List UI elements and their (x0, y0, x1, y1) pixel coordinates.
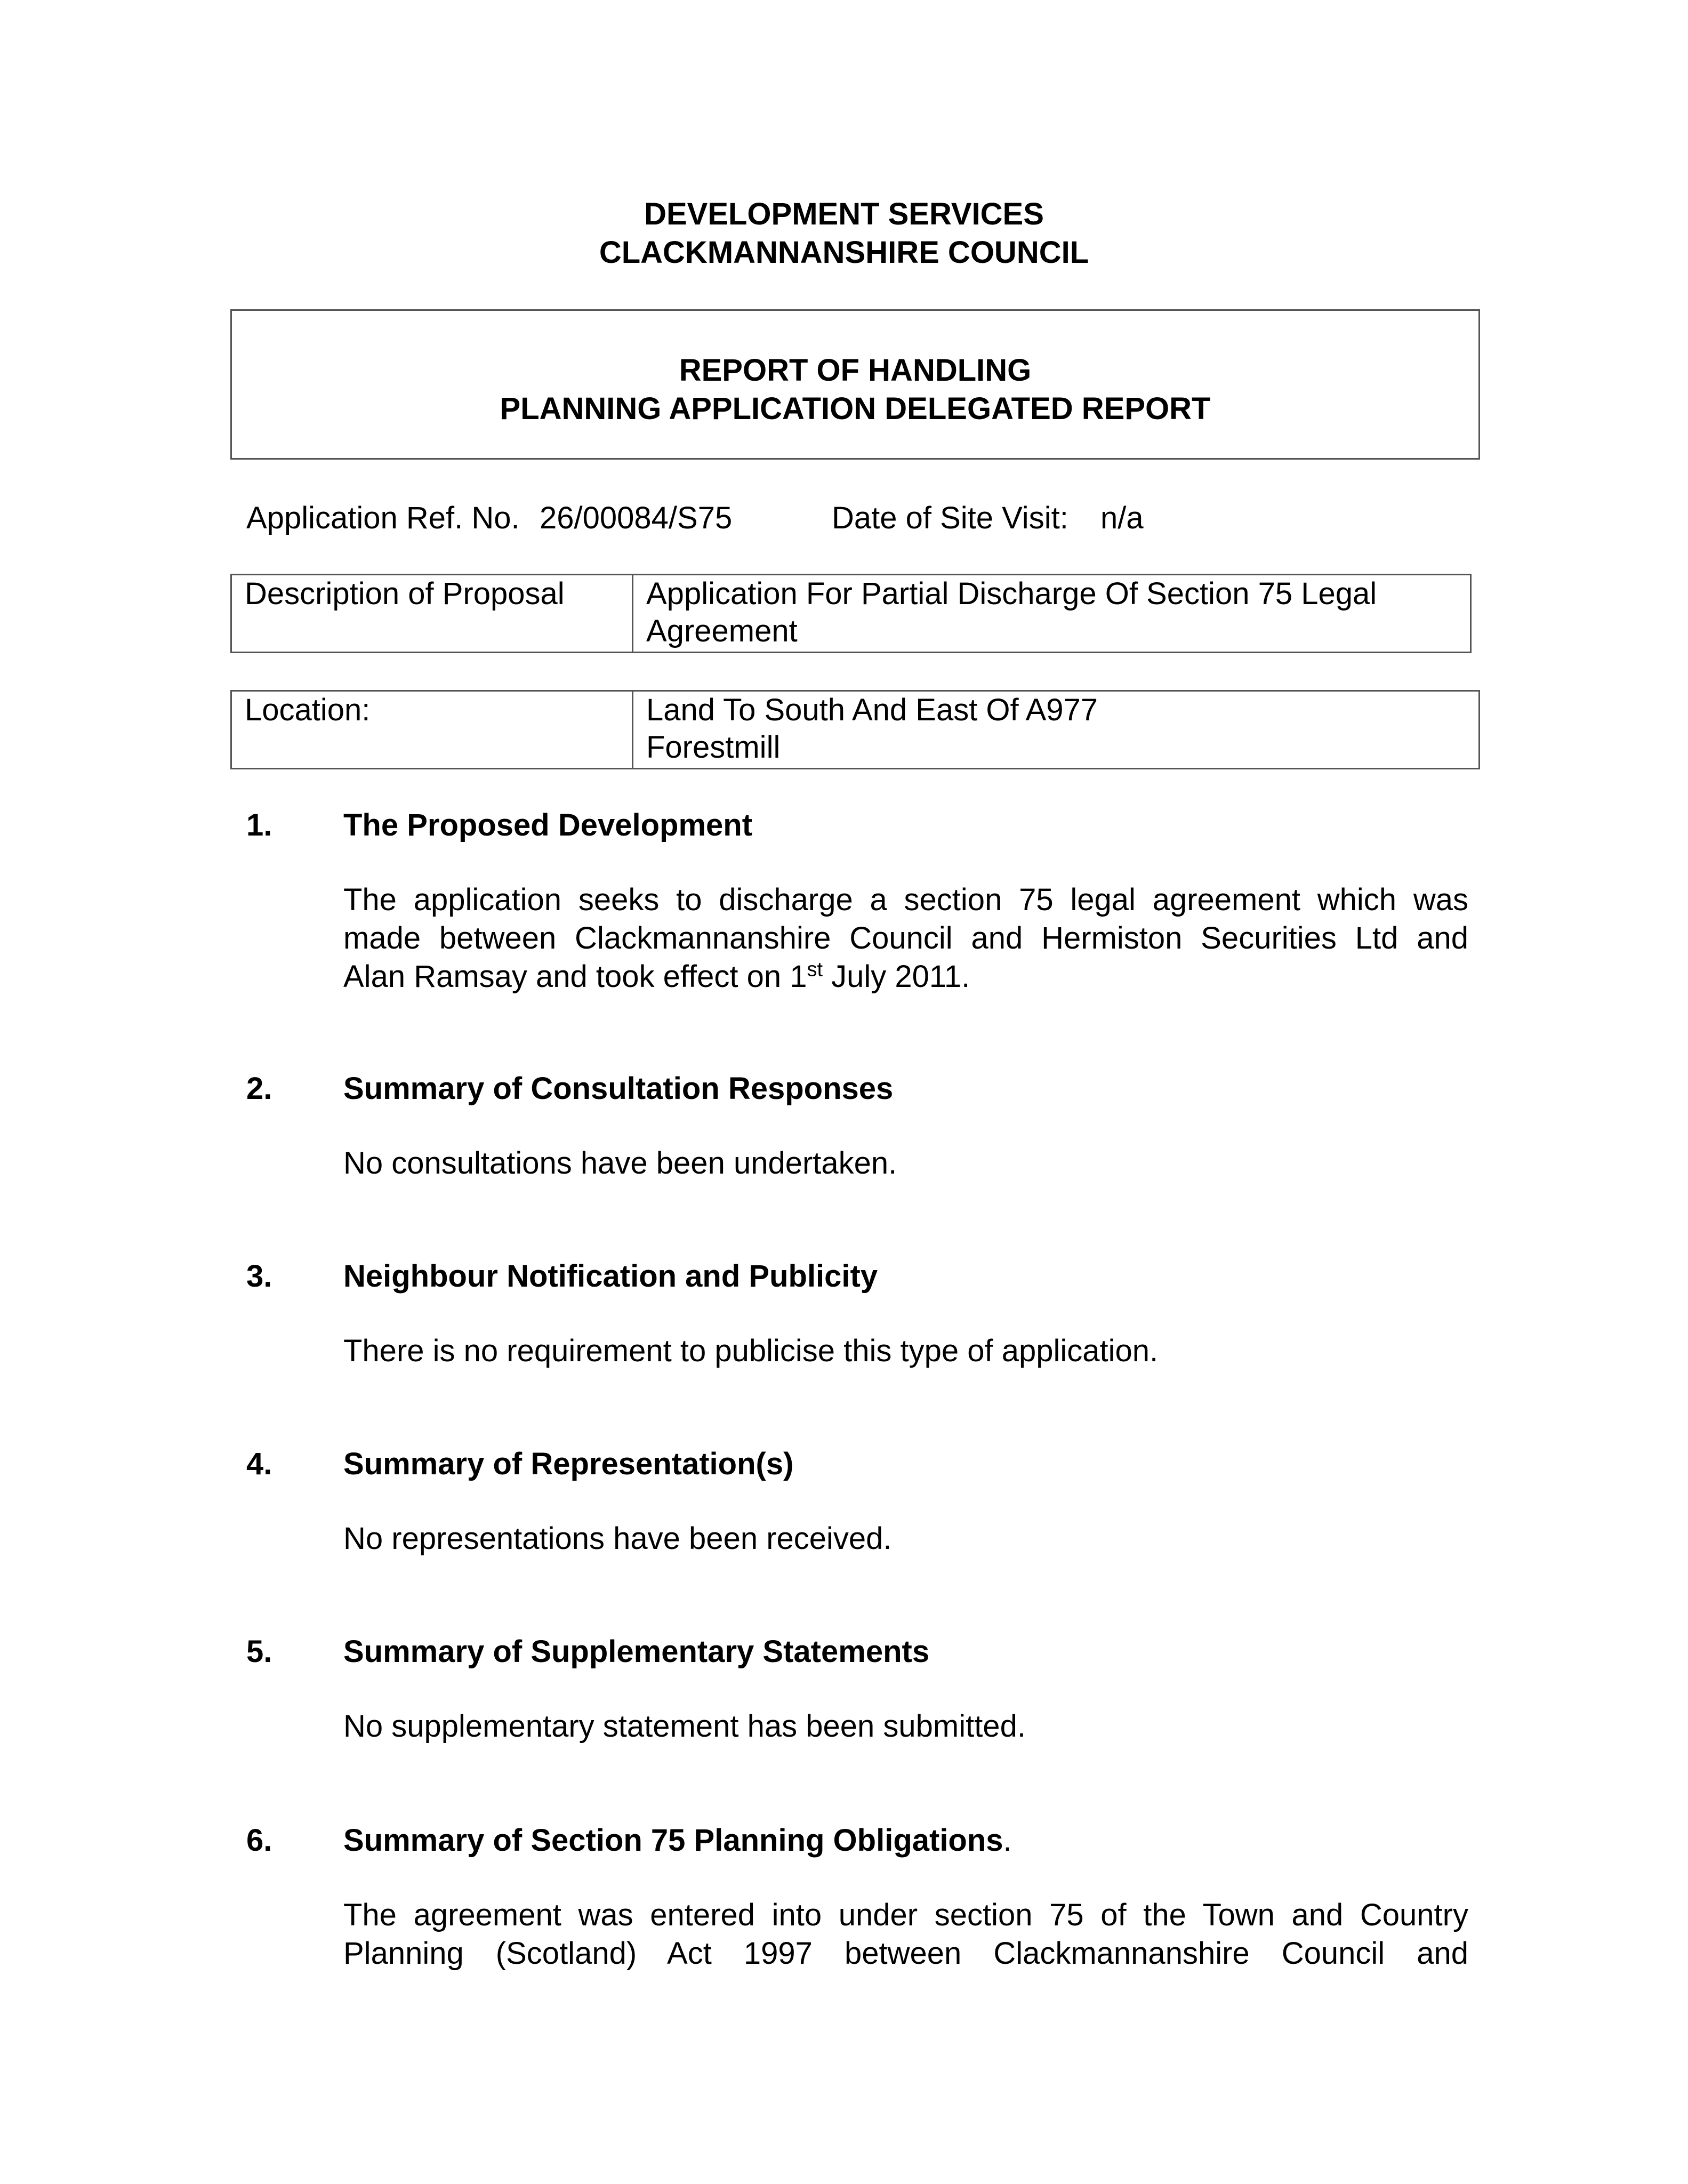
proposal-value-line2: Agreement (646, 614, 798, 648)
section-5-number: 5. (246, 1634, 272, 1669)
section-6-body-line2: Planning (Scotland) Act 1997 between Clackmannanshire Council and (343, 1936, 1468, 1971)
location-value-line1: Land To South And East Of A977 (646, 693, 1098, 727)
department-title: DEVELOPMENT SERVICES (644, 197, 1044, 231)
report-subtitle: PLANNING APPLICATION DELEGATED REPORT (500, 391, 1211, 426)
section-4-title: Summary of Representation(s) (343, 1447, 794, 1481)
section-6-title-suffix: . (1003, 1823, 1012, 1858)
proposal-label: Description of Proposal (245, 576, 565, 611)
location-table (230, 690, 1480, 769)
council-title: CLACKMANNANSHIRE COUNCIL (599, 235, 1089, 270)
section-5-title: Summary of Supplementary Statements (343, 1634, 930, 1669)
section-6-body-line1: The agreement was entered into under section 75 of the Town and Country (343, 1898, 1468, 1932)
proposal-value-cell (633, 575, 1471, 653)
location-value-cell (633, 691, 1480, 769)
proposal-label-cell (231, 575, 633, 653)
report-title: REPORT OF HANDLING (679, 353, 1032, 388)
section-2-title: Summary of Consultation Responses (343, 1071, 894, 1106)
application-ref-label: Application Ref. No. (246, 501, 520, 535)
section-2-body: No consultations have been undertaken. (343, 1146, 897, 1181)
section-1-body-line3-date: July 2011. (823, 959, 970, 994)
location-label-cell (231, 691, 633, 769)
section-1-body-line1: The application seeks to discharge a section 75 legal agreement which was (343, 882, 1468, 917)
section-4-number: 4. (246, 1447, 272, 1481)
section-3-body: There is no requirement to publicise this type of application. (343, 1334, 1159, 1368)
section-1-body-line3 (343, 958, 970, 996)
section-3-number: 3. (246, 1259, 272, 1294)
section-6-title (343, 1821, 1012, 1860)
section-1-number: 1. (246, 808, 272, 842)
section-1-body-line2: made between Clackmannanshire Council and Hermiston Securities Ltd and (343, 921, 1468, 956)
proposal-value-line1: Application For Partial Discharge Of Section 75 Legal (646, 576, 1377, 611)
report-title-box (230, 309, 1480, 460)
section-6-title-text: Summary of Section 75 Planning Obligations (343, 1823, 1003, 1858)
section-2-number: 2. (246, 1071, 272, 1106)
site-visit-label: Date of Site Visit: (832, 501, 1068, 535)
location-value-line2: Forestmill (646, 730, 781, 765)
section-5-body: No supplementary statement has been submitted. (343, 1709, 1026, 1744)
section-3-title: Neighbour Notification and Publicity (343, 1259, 878, 1294)
ordinal-suffix: st (807, 958, 823, 981)
application-ref-value: 26/00084/S75 (540, 501, 733, 535)
section-1-title: The Proposed Development (343, 808, 753, 842)
section-6-number: 6. (246, 1823, 272, 1858)
section-1-body-line3-text: Alan Ramsay and took effect on 1 (343, 959, 807, 994)
site-visit-value: n/a (1100, 501, 1144, 535)
proposal-table (230, 574, 1472, 653)
location-label: Location: (245, 693, 371, 727)
section-4-body: No representations have been received. (343, 1521, 892, 1556)
